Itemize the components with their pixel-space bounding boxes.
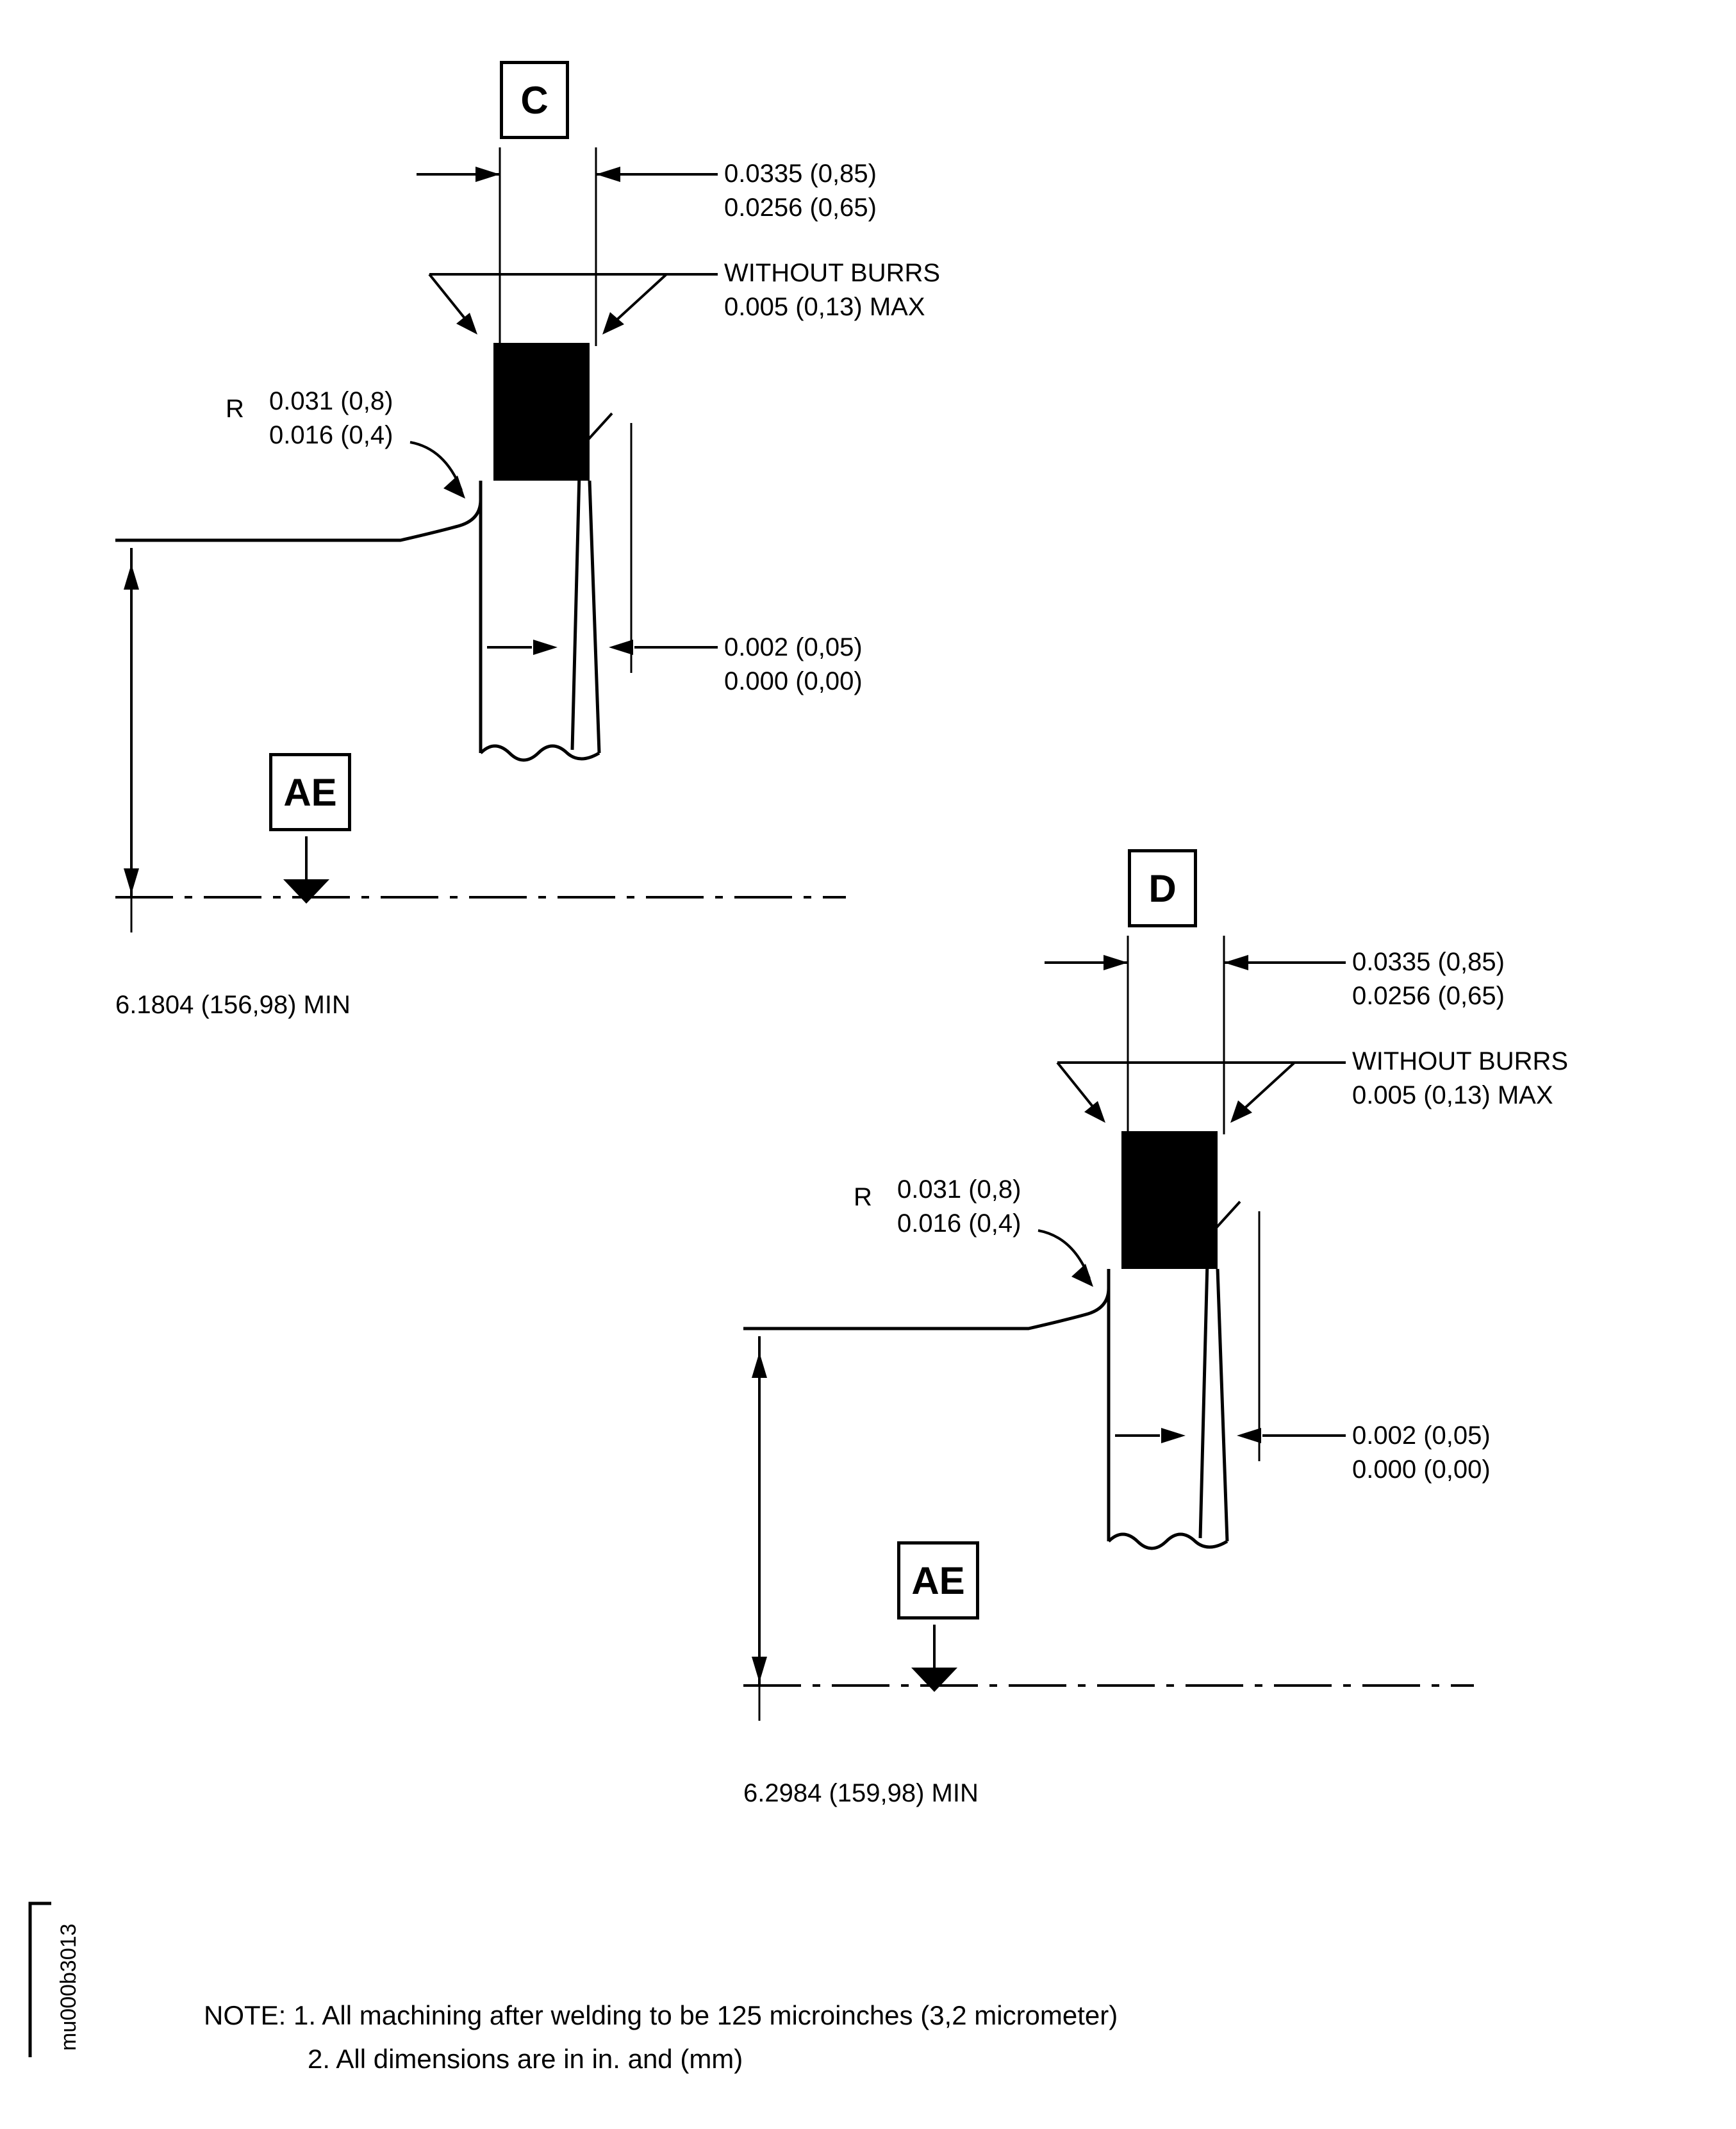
datum-label-d — [897, 1541, 979, 1620]
radius-dim-d-line2: 0.016 (0,4) — [897, 1209, 1021, 1238]
burr-note-d-line2: 0.005 (0,13) MAX — [1352, 1081, 1553, 1109]
datum-label-c — [269, 753, 351, 831]
drawing-code: mu000b3013 — [56, 1923, 81, 2051]
datum-label-c-text: AE — [283, 770, 337, 814]
radius-prefix-d: R — [854, 1183, 872, 1211]
detail-d-geometry — [628, 788, 1730, 1878]
datum-label-d-text: AE — [911, 1559, 965, 1602]
note-line-2: 2. All dimensions are in in. and (mm) — [308, 2044, 743, 2074]
radius-dim-d-line1: 0.031 (0,8) — [897, 1175, 1021, 1204]
width-dim-c-line2: 0.0256 (0,65) — [724, 194, 877, 222]
offset-dim-c-line1: 0.002 (0,05) — [724, 633, 863, 661]
burr-note-d-line1: WITHOUT BURRS — [1352, 1047, 1569, 1075]
detail-d — [628, 788, 1730, 1878]
detail-label-c — [500, 61, 569, 139]
width-dim-c-line1: 0.0335 (0,85) — [724, 160, 877, 188]
radius-dim-c-line2: 0.016 (0,4) — [269, 421, 393, 449]
note-line-1: NOTE: 1. All machining after welding to be 125 microinches (3,2 micrometer) — [204, 2000, 1118, 2030]
radius-dim-c-line1: 0.031 (0,8) — [269, 387, 393, 415]
drawing-code-bracket — [22, 1900, 61, 2060]
height-dim-c: 6.1804 (156,98) MIN — [115, 991, 351, 1019]
radius-prefix-c: R — [226, 395, 244, 423]
detail-label-d-text: D — [1148, 866, 1177, 910]
burr-note-c-line2: 0.005 (0,13) MAX — [724, 293, 925, 321]
offset-dim-c-line2: 0.000 (0,00) — [724, 667, 863, 695]
burr-note-c-line1: WITHOUT BURRS — [724, 259, 941, 287]
height-dim-d: 6.2984 (159,98) MIN — [743, 1779, 979, 1807]
detail-label-d — [1128, 849, 1197, 927]
offset-dim-d-line2: 0.000 (0,00) — [1352, 1455, 1491, 1484]
width-dim-d-line2: 0.0256 (0,65) — [1352, 982, 1505, 1010]
width-dim-d-line1: 0.0335 (0,85) — [1352, 948, 1505, 976]
detail-label-c-text: C — [520, 78, 549, 122]
offset-dim-d-line1: 0.002 (0,05) — [1352, 1421, 1491, 1450]
